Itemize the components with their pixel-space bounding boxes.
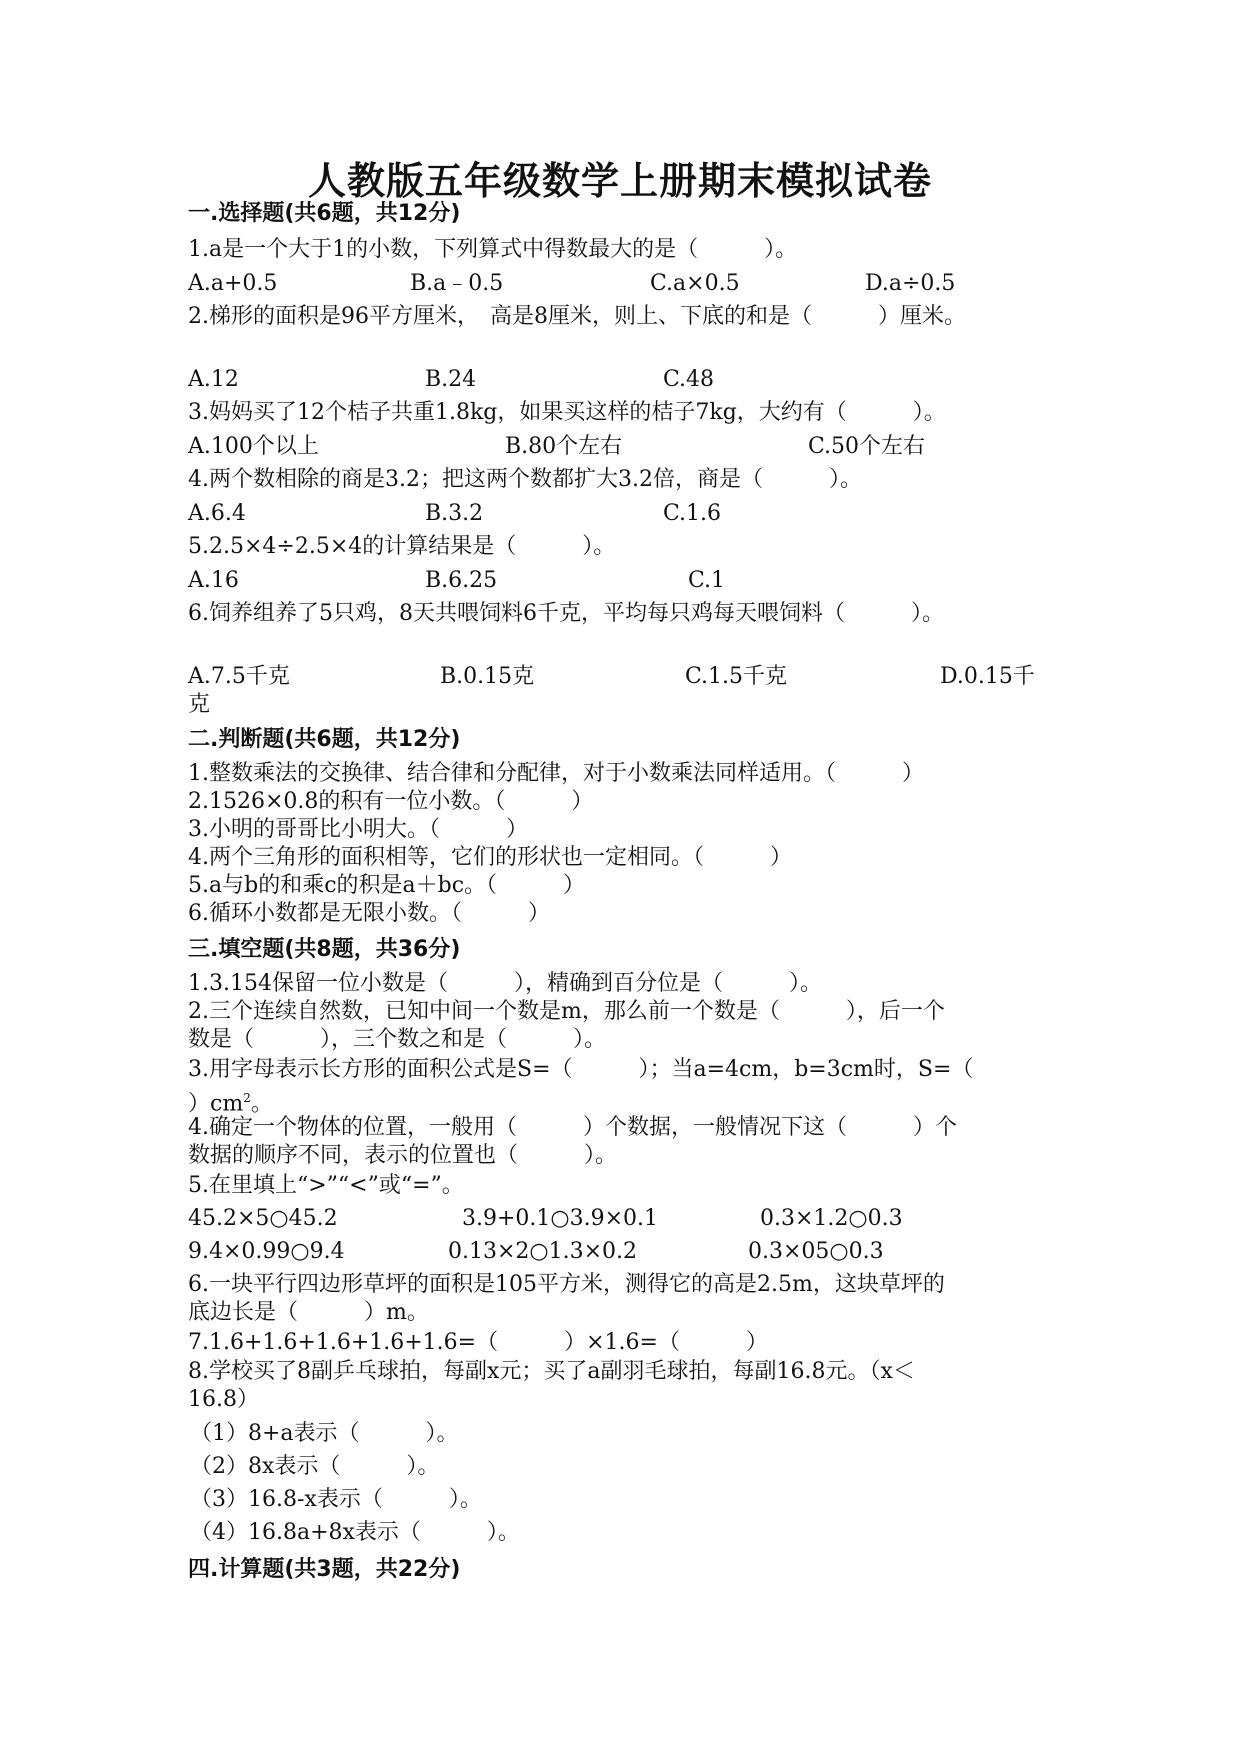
choice-q6-option-d: D.0.15千 [940,664,1035,689]
compare-item: 45.2×5○45.2 [188,1206,338,1231]
section-heading-fill: 三.填空题(共8题，共36分) [188,937,461,962]
choice-question-1: 1.a是一个大于1的小数，下列算式中得数最大的是（ ）。 [188,237,798,262]
section-heading-calc: 四.计算题(共3题，共22分) [188,1557,461,1582]
judge-question-3: 3.小明的哥哥比小明大。（ ） [188,817,528,842]
choice-question-5: 5.2.5×4÷2.5×4的计算结果是（ ）。 [188,534,616,559]
choice-question-6: 6.饲养组养了5只鸡，8天共喂饲料6千克，平均每只鸡每天喂饲料（ ）。 [188,601,944,626]
fill-q8-subitem-2: （2）8x表示（ ）。 [190,1454,440,1479]
choice-q5-option-a: A.16 [188,568,239,593]
judge-question-2: 2.1526×0.8的积有一位小数。（ ） [188,789,594,814]
compare-item: 0.3×05○0.3 [748,1239,884,1264]
fill-q8-subitem-1: （1）8+a表示（ ）。 [190,1421,459,1446]
choice-q3-option-b: B.80个左右 [505,434,623,459]
choice-q6-option-c: C.1.5千克 [685,664,788,689]
compare-item: 3.9+0.1○3.9×0.1 [462,1206,659,1231]
fill-question-6-line-1: 6.一块平行四边形草坪的面积是105平方米，测得它的高是2.5m，这块草坪的 [188,1272,945,1297]
judge-question-6: 6.循环小数都是无限小数。（ ） [188,901,550,926]
choice-q4-option-a: A.6.4 [188,501,246,526]
choice-question-4: 4.两个数相除的商是3.2；把这两个数都扩大3.2倍，商是（ ）。 [188,467,862,492]
choice-q5-option-b: B.6.25 [425,568,498,593]
fill-question-7: 7.1.6+1.6+1.6+1.6+1.6=（ ）×1.6=（ ） [188,1330,768,1355]
fill-question-4-line-2: 数据的顺序不同，表示的位置也（ ）。 [188,1143,618,1168]
choice-q2-option-b: B.24 [425,367,477,392]
fill-question-8-line-1: 8.学校买了8副乒乓球拍，每副x元；买了a副羽毛球拍，每副16.8元。（x＜ [188,1359,915,1384]
compare-item: 0.3×1.2○0.3 [760,1206,903,1231]
fill-question-5: 5.在里填上“>”“<”或“=”。 [188,1173,464,1198]
compare-item: 0.13×2○1.3×0.2 [448,1239,638,1264]
choice-q1-option-c: C.a×0.5 [650,271,740,296]
fill-question-6-line-2: 底边长是（ ）m。 [188,1300,429,1325]
section-heading-choice: 一.选择题(共6题，共12分) [188,201,461,226]
choice-q6-option-b: B.0.15克 [440,664,535,689]
fill-question-3-line-1: 3.用字母表示长方形的面积公式是S=（ ）；当a=4cm，b=3cm时，S=（ [188,1057,974,1082]
fill-q8-subitem-3: （3）16.8-x表示（ ）。 [190,1487,482,1512]
fill-question-2-line-1: 2.三个连续自然数，已知中间一个数是m，那么前一个数是（ ），后一个 [188,999,945,1024]
page-title: 人教版五年级数学上册期末模拟试卷 [307,158,932,203]
fill-question-2-line-2: 数是（ ），三个数之和是（ ）。 [188,1027,607,1052]
judge-question-4: 4.两个三角形的面积相等，它们的形状也一定相同。（ ） [188,845,792,870]
choice-question-3: 3.妈妈买了12个桔子共重1.8kg，如果买这样的桔子7kg，大约有（ ）。 [188,400,946,425]
section-heading-judge: 二.判断题(共6题，共12分) [188,727,461,752]
choice-q1-option-b: B.a﹣0.5 [410,271,504,296]
choice-q2-option-a: A.12 [188,367,239,392]
choice-q4-option-c: C.1.6 [663,501,722,526]
choice-q3-option-c: C.50个左右 [808,434,926,459]
choice-q5-option-c: C.1 [688,568,726,593]
fill-question-1: 1.3.154保留一位小数是（ ），精确到百分位是（ ）。 [188,971,822,996]
fill-question-8-line-2: 16.8） [188,1387,259,1412]
choice-question-2: 2.梯形的面积是96平方厘米， 高是8厘米，则上、下底的和是（ ）厘米。 [188,304,966,329]
judge-question-5: 5.a与b的和乘c的积是a＋bc。（ ） [188,873,586,898]
judge-question-1: 1.整数乘法的交换律、结合律和分配律，对于小数乘法同样适用。（ ） [188,761,924,786]
choice-q4-option-b: B.3.2 [425,501,484,526]
choice-q1-option-d: D.a÷0.5 [865,271,956,296]
choice-q1-option-a: A.a+0.5 [188,271,278,296]
fill-question-3-line-2: ）$cm^2$。 [188,1091,273,1117]
choice-q6-option-a: A.7.5千克 [188,664,290,689]
compare-item: 9.4×0.99○9.4 [188,1239,345,1264]
choice-q3-option-a: A.100个以上 [188,434,319,459]
fill-q8-subitem-4: （4）16.8a+8x表示（ ）。 [190,1520,520,1545]
fill-question-4-line-1: 4.确定一个物体的位置，一般用（ ）个数据，一般情况下这（ ）个 [188,1115,957,1140]
choice-q2-option-c: C.48 [663,367,715,392]
choice-q6-option-d-wrap: 克 [188,692,211,717]
